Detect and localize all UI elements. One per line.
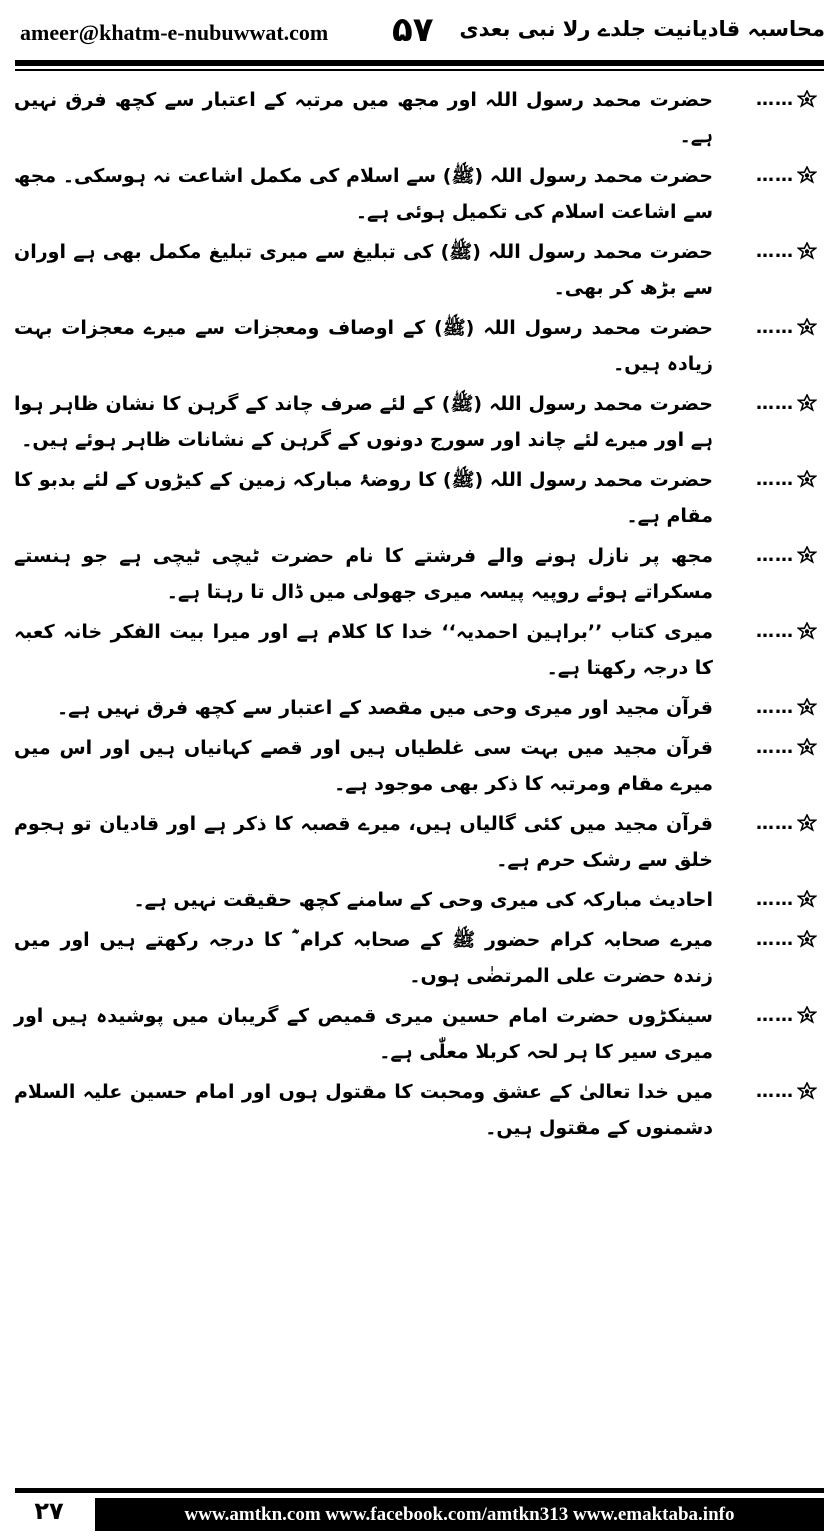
star-bullet-icon [797,394,817,414]
item-marker [717,882,825,918]
item-marker [717,1074,825,1110]
item-text: قرآن مجید میں کئی گالیاں ہیں، میرے قصبہ کا ذکر ہے اور قادیان تو ہجوم خلق سے رشک حرم ہے۔ [14,813,713,871]
item-marker [717,462,825,498]
book-title: محاسبہ قادیانیت جلدے رلا نبی بعدی [459,17,825,41]
item-dots: …… [756,241,794,262]
item-dots: …… [756,545,794,566]
list-item [14,310,825,382]
header-rule-thin [15,69,824,71]
list-item [14,158,825,230]
star-bullet-icon [797,242,817,262]
star-bullet-icon [797,930,817,950]
star-bullet-icon [797,738,817,758]
star-bullet-icon [797,90,817,110]
item-text: میری کتاب ’’براہین احمدیہ‘‘ خدا کا کلام ہے اور میرا بیت الفکر خانہ کعبہ کا درجہ رکھتا ہے۔ [14,621,713,679]
list-item [14,998,825,1070]
item-dots: …… [756,697,794,718]
item-text: حضرت محمد رسول اللہ (ﷺ) کا روضۂ مبارکہ زمین کے کیڑوں کے لئے بدبو کا مقام ہے۔ [14,469,713,527]
star-bullet-icon [797,546,817,566]
item-dots: …… [756,89,794,110]
list-item [14,538,825,610]
item-dots: …… [756,737,794,758]
item-text: حضرت محمد رسول اللہ اور مجھ میں مرتبہ کے اعتبار سے کچھ فرق نہیں ہے۔ [14,89,713,147]
header-page-number: ۵۷ [392,10,434,50]
header-email[interactable]: ameer@khatm-e-nubuwwat.com [20,20,329,45]
item-dots: …… [756,929,794,950]
item-marker [717,614,825,650]
item-dots: …… [756,1081,794,1102]
list-item [14,730,825,802]
item-dots: …… [756,317,794,338]
item-marker [717,998,825,1034]
star-bullet-icon [797,318,817,338]
item-marker [717,234,825,270]
list-item [14,82,825,154]
list-item [14,234,825,306]
item-text: میرے صحابہ کرام حضور ﷺ کے صحابہ کرام ؓ کا درجہ رکھتے ہیں اور میں زندہ حضرت علی المرتضٰی ہوں۔ [14,929,713,987]
item-text: قرآن مجید اور میری وحی میں مقصد کے اعتبار سے کچھ فرق نہیں ہے۔ [57,697,713,719]
item-dots: …… [756,621,794,642]
item-text: حضرت محمد رسول اللہ (ﷺ) کے لئے صرف چاند کے گرہن کا نشان ظاہر ہوا ہے اور میرے لئے چاند اور سورج دونوں کے گرہن کے نشانات ظاہر ہوئے ہیں۔ [14,393,713,451]
item-text: مجھ پر نازل ہونے والے فرشتے کا نام حضرت ٹیچی ٹیچی ہے جو ہنستے مسکراتے ہوئے روپیہ پیسہ میری جھولی میں ڈال تا رہتا ہے۔ [14,545,713,603]
list-item [14,614,825,686]
star-bullet-icon [797,622,817,642]
item-text: حضرت محمد رسول اللہ (ﷺ) سے اسلام کی مکمل اشاعت نہ ہوسکی۔ مجھ سے اشاعت اسلام کی تکمیل ہوئی ہے۔ [14,165,713,223]
star-bullet-icon [797,1082,817,1102]
list-item [14,1074,825,1146]
item-text: قرآن مجید میں بہت سی غلطیاں ہیں اور قصے کہانیاں ہیں اور اس میں میرے مقام ومرتبہ کا ذکر بھی موجود ہے۔ [14,737,713,795]
item-marker [717,922,825,958]
star-bullet-icon [797,166,817,186]
item-marker [717,310,825,346]
header-rule-thick [15,60,824,66]
footer-links[interactable]: www.amtkn.com www.facebook.com/amtkn313 www.emaktaba.info [95,1498,824,1531]
item-text: حضرت محمد رسول اللہ (ﷺ) کے اوصاف ومعجزات سے میرے معجزات بہت زیادہ ہیں۔ [14,317,713,375]
item-marker [717,158,825,194]
list-item [14,922,825,994]
page-header [0,0,839,62]
list-item [14,462,825,534]
item-text: میں خدا تعالیٰ کے عشق ومحبت کا مقتول ہوں اور امام حسین علیہ السلام دشمنوں کے مقتول ہیں۔ [14,1081,713,1139]
page-footer [0,1488,839,1539]
star-bullet-icon [797,470,817,490]
item-marker [717,806,825,842]
list-item [14,690,825,726]
list-item [14,386,825,458]
item-dots: …… [756,393,794,414]
item-marker [717,538,825,574]
item-marker [717,730,825,766]
star-bullet-icon [797,698,817,718]
item-dots: …… [756,1005,794,1026]
item-marker [717,82,825,118]
item-marker [717,386,825,422]
item-marker [717,690,825,726]
item-text: حضرت محمد رسول اللہ (ﷺ) کی تبلیغ سے میری تبلیغ مکمل بھی ہے اوران سے بڑھ کر بھی۔ [14,241,713,299]
item-dots: …… [756,889,794,910]
item-text: احادیث مبارکہ کی میری وحی کے سامنے کچھ حقیقت نہیں ہے۔ [133,889,713,911]
item-dots: …… [756,469,794,490]
footer-page-number: ۲۷ [34,1497,64,1525]
star-bullet-icon [797,1006,817,1026]
star-bullet-icon [797,814,817,834]
footer-rule [15,1488,824,1493]
claims-list [14,82,825,1472]
list-item [14,806,825,878]
item-dots: …… [756,165,794,186]
item-text: سینکڑوں حضرت امام حسین میری قمیص کے گریبان میں پوشیدہ ہیں اور میری سیر کا ہر لحہ کربلا معلّٰی ہے۔ [14,1005,713,1063]
list-item [14,882,825,918]
item-dots: …… [756,813,794,834]
star-bullet-icon [797,890,817,910]
